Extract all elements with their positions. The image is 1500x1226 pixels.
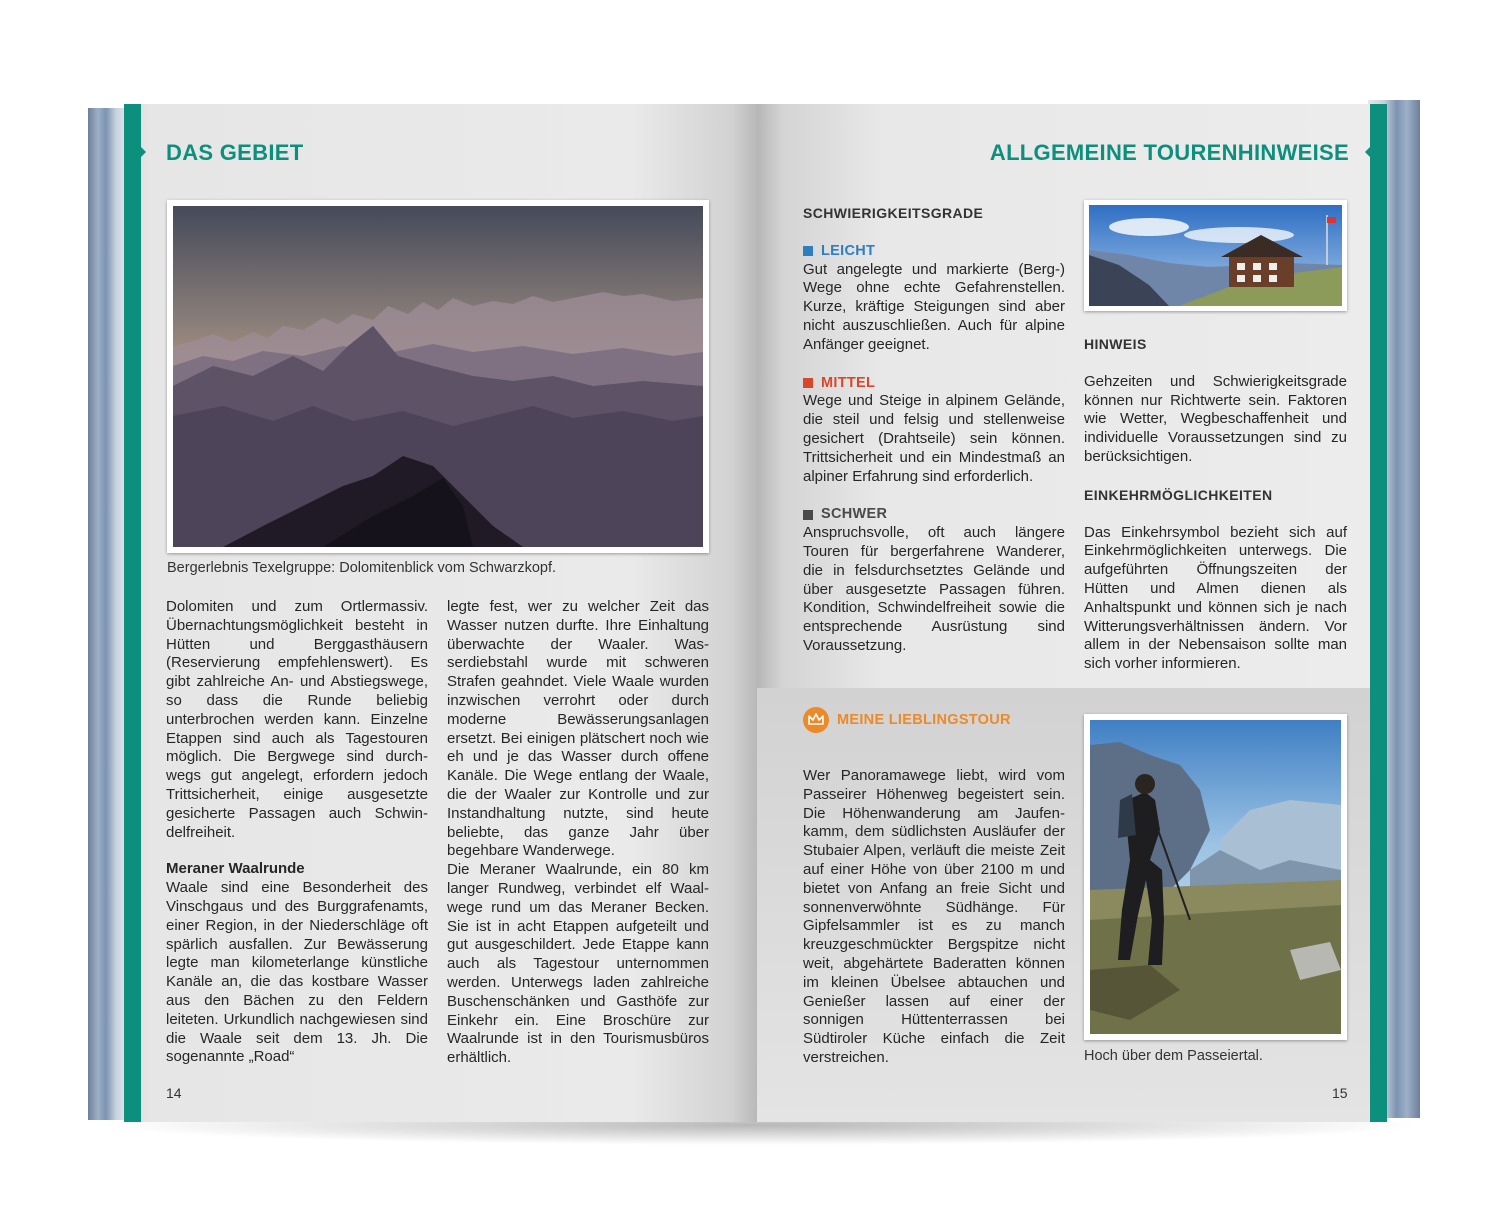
einkehr-text: Das Einkehrsymbol bezieht sich auf Einkehrmöglichkeiten unterwegs. Die aufgeführten Öffnungszeiten der Hütten und Almen dienen als Anhaltspunkt und können sich je nach Witterungsverhältnissen ändern. Vor allem in der Nebensaison sollte man sich vorher informieren. <box>1084 523 1347 673</box>
hinweis-title: HINWEIS <box>1084 336 1147 352</box>
left-col1-intro: Dolomiten und zum Ortlermassiv. Übernachtungsmöglichkeit besteht in Hütten und Berggasthäusern (Reservierung empfehlenswert). Es gibt zahlreiche An- und Abstiegswege, so dass die Runde beliebig unterbrochen werden kann. Einzelne Etappen sind auch als Tagestouren möglich. Die Bergwege sind durchwegs gut angelegt, erfordern jedoch Trittsicherheit, einige ausgesetzte gesicherte Passagen auch Schwindelfreiheit. <box>166 598 428 841</box>
hiker-caption: Hoch über dem Passeiertal. <box>1084 1048 1263 1064</box>
left-page-heading: DAS GEBIET <box>166 140 304 165</box>
dolomites-photo <box>167 200 709 553</box>
page-number-right: 15 <box>1332 1085 1348 1101</box>
left-column-2 <box>447 598 709 1068</box>
hut-photo-image <box>1089 205 1342 306</box>
grade-leicht <box>803 242 1065 261</box>
red-square-icon <box>803 378 813 388</box>
left-col2-p2: Die Meraner Waalrunde, ein 80 km langer Rundweg, verbindet elf Waalwege rund um das Meraner Becken. Sie ist in acht Etappen aufgeteilt und gut ausgeschildert. Jede Etappe kann auch als Tagestour unternommen werden. Unterwegs laden zahlreiche Buschenschänken und Gasthöfe zur Einkehr ein. Eine Broschüre zur Waalrunde ist in den Tourismusbüros erhältlich. <box>447 861 709 1067</box>
right-teal-bar <box>1370 104 1387 1122</box>
hinweis-column <box>1084 335 1347 674</box>
favorite-tour-title <box>803 707 1011 733</box>
left-col1-body: Waale sind eine Besonderheit des Vinschgaus und des Burggrafenamts, einer Region, in der Niederschläge oft spärlich ausfallen. Zur Bewässerung legte man kilometerlange künstliche Kanäle an, die das kostbare Wasser aus den Bächen zu den Feldern leiteten. Urkundlich nachgewiesen sind die Waale seit dem 13. Jh. Die sogenannte „Road“ <box>166 879 428 1066</box>
crown-icon <box>803 707 829 733</box>
difficulty-title: SCHWIERIGKEITSGRADE <box>803 205 984 221</box>
grade-mittel <box>803 374 1065 393</box>
left-col2-p1: legte fest, wer zu welcher Zeit das Wasser nutzen durfte. Ihre Einhaltung überwachte der Waaler. Wasserdiebstahl wurde mit schweren Strafen geahndet. Viele Waale wurden inzwischen verrohrt oder durch moderne Bewässerungsanlagen ersetzt. Bei einigen plätschert noch wie eh und je das Wasser durch offene Kanäle. Die Wege entlang der Waale, die der Waaler zur Kontrolle und zur Instandhaltung nutzte, sind heute beliebte, das ganze Jahr über begehbare Wanderwege. <box>447 598 709 860</box>
grade-schwer-label: SCHWER <box>821 506 888 523</box>
grey-square-icon <box>803 510 813 520</box>
hiker-photo-image <box>1090 720 1341 1034</box>
difficulty-column <box>803 204 1065 656</box>
book-edge-left <box>88 108 128 1120</box>
right-page-heading: ALLGEMEINE TOURENHINWEISE <box>989 140 1349 165</box>
favorite-tour-title-text: MEINE LIEBLINGSTOUR <box>837 712 1011 728</box>
left-page <box>124 104 757 1122</box>
grade-leicht-text: Gut angelegte und markierte (Berg-) Wege ohne echte Gefahrenstellen. Kurze, kräftige Steigungen sind aber nicht auszuschließen. Auch für alpine Anfänger geeignet. <box>803 260 1065 353</box>
hut-photo <box>1084 200 1347 311</box>
grade-leicht-label: LEICHT <box>821 242 876 259</box>
left-teal-bar <box>124 104 141 1122</box>
grade-schwer-text: Anspruchsvolle, oft auch längere Touren für bergerfahrene Wanderer, die in felsdurchsetztes Gelände und über ausgesetzte Passagen führen. Kondition, Schwindelfreiheit sowie die entsprechende Ausrüstung sind Voraussetzung. <box>803 524 1065 654</box>
meraner-waalrunde-subheading: Meraner Waalrunde <box>166 860 305 878</box>
hiker-photo <box>1084 714 1347 1040</box>
favorite-tour-text: Wer Panoramawege liebt, wird vom Passeirer Höhenweg begeistert sein. Die Höhenwanderung am Jaufenkamm, dem südlichsten Ausläufer der Stubaier Alpen, verläuft die meiste Zeit auf einer Höhe von über 2100 m und bietet von Anfang an freie Sicht und sonnenverwöhnte Südhänge. Für Gipfelsammler ist es zu manch kreuzgeschmückter Bergspitze nicht weit, abgehärtete Baderatten können im kleinen Übelsee abtauchen und Genießer lassen auf einer der sonnigen Hüttenterrassen bei Südtiroler Küche einfach die Zeit verstreichen. <box>803 767 1065 1066</box>
einkehr-title: EINKEHRMÖGLICHKEITEN <box>1084 486 1273 503</box>
grade-mittel-label: MITTEL <box>821 374 876 391</box>
grade-mittel-text: Wege und Steige in alpinem Gelände, die steil und felsig und stellenweise gesichert (Drahtseile) sein können. Trittsicherheit und ein Mindestmaß an alpiner Erfahrung sind erforderlich. <box>803 392 1065 485</box>
left-tab-notch <box>138 144 146 160</box>
right-tab-notch <box>1365 144 1373 160</box>
blue-square-icon <box>803 246 813 256</box>
page-number-left: 14 <box>166 1085 182 1101</box>
dolomites-photo-image <box>173 206 703 547</box>
left-column-1 <box>166 598 428 1067</box>
right-page <box>757 104 1387 1122</box>
hinweis-text: Gehzeiten und Schwierigkeitsgrade können nur Richtwerte sein. Faktoren wie Wetter, Wegbeschaffenheit und individuelle Voraussetzungen sind zu berücksichtigen. <box>1084 372 1347 465</box>
dolomites-caption: Bergerlebnis Texelgruppe: Dolomitenblick vom Schwarzkopf. <box>167 560 557 576</box>
grade-schwer <box>803 505 1065 524</box>
